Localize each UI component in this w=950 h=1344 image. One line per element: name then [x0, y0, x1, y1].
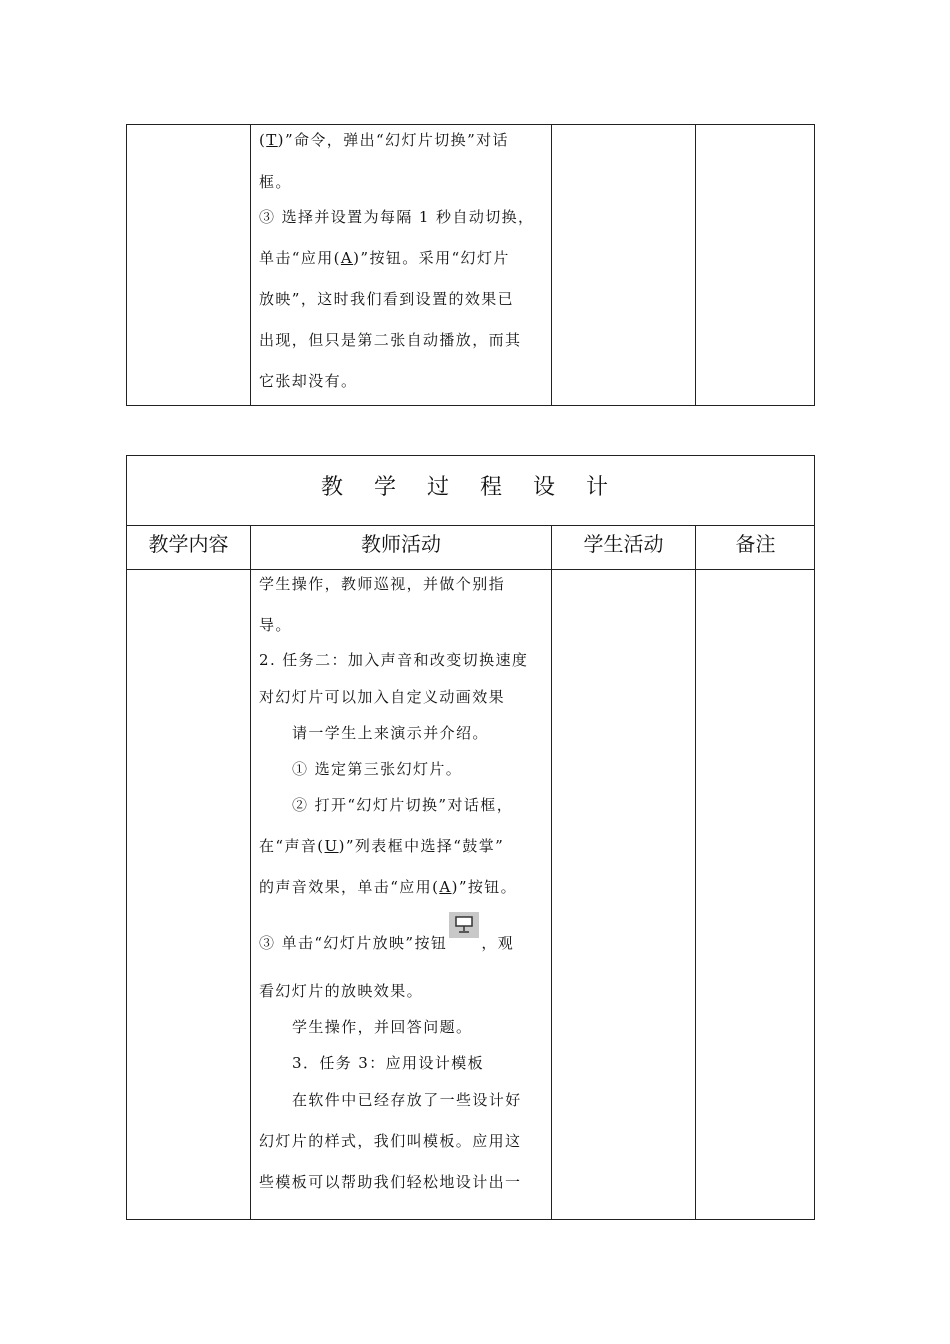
text-line: 学生操作，教师巡视，并做个别指 — [259, 575, 506, 593]
text-line: 3．任务 3：应用设计模板 — [292, 1054, 485, 1072]
text-line: 导。 — [259, 616, 292, 634]
text-line: 幻灯片的样式，我们叫模板。应用这 — [259, 1132, 522, 1150]
row-divider — [127, 569, 814, 570]
line-part: ，观 — [481, 934, 515, 952]
text-line: 单击“应用(A)”按钮。采用“幻灯片 — [259, 249, 510, 267]
column-divider — [695, 525, 696, 1219]
line-part: 单击“应用( — [259, 249, 341, 267]
line-part: 的声音效果，单击“应用( — [259, 878, 440, 896]
header-student-activity: 学生活动 — [583, 532, 664, 556]
text-line: 2. 任务二：加入声音和改变切换速度 — [259, 651, 529, 669]
line-part: 在“声音( — [259, 837, 325, 855]
text-line: ③ 选择并设置为每隔 1 秒自动切换， — [259, 208, 535, 226]
header-notes: 备注 — [735, 532, 776, 556]
table-title: 教 学 过 程 设 计 — [321, 475, 620, 500]
text-line: 在“声音(U)”列表框中选择“鼓掌” — [259, 837, 505, 855]
text-line: 看幻灯片的放映效果。 — [259, 982, 424, 1000]
line-part: ③ 单击“幻灯片放映”按钮 — [259, 934, 448, 952]
text-line: 些模板可以帮助我们轻松地设计出一 — [259, 1173, 522, 1191]
text-line: 放映”，这时我们看到设置的效果已 — [259, 290, 515, 308]
text-line: 框。 — [259, 173, 292, 191]
header-teacher-activity: 教师活动 — [361, 532, 441, 556]
column-divider — [551, 125, 552, 405]
column-divider — [695, 125, 696, 405]
line-part: )”按钮。采用“幻灯片 — [353, 249, 510, 267]
text-line: 的声音效果，单击“应用(A)”按钮。 — [259, 878, 518, 896]
row-divider — [127, 525, 814, 526]
column-divider — [250, 525, 251, 1219]
text-line: 出现，但只是第二张自动播放，而其 — [259, 331, 522, 349]
text-line: ② 打开“幻灯片切换”对话框， — [292, 796, 514, 814]
slideshow-button-icon — [449, 912, 479, 938]
line-part: )”按钮。 — [451, 878, 518, 896]
column-divider — [250, 125, 251, 405]
header-content: 教学内容 — [148, 532, 229, 556]
text-line: 学生操作，并回答问题。 — [292, 1018, 473, 1036]
column-divider — [551, 525, 552, 1219]
text-line: 对幻灯片可以加入自定义动画效果 — [259, 688, 506, 706]
text-line: 它张却没有。 — [259, 372, 358, 390]
text-line — [259, 912, 514, 953]
text-line: 在软件中已经存放了一些设计好 — [292, 1091, 522, 1109]
text-line: ① 选定第三张幻灯片。 — [292, 760, 463, 778]
line-part: )”列表框中选择“鼓掌” — [338, 837, 505, 855]
text-line: (T)”命令，弹出“幻灯片切换”对话 — [259, 131, 509, 149]
text-line: 请一学生上来演示并介绍。 — [292, 724, 489, 742]
